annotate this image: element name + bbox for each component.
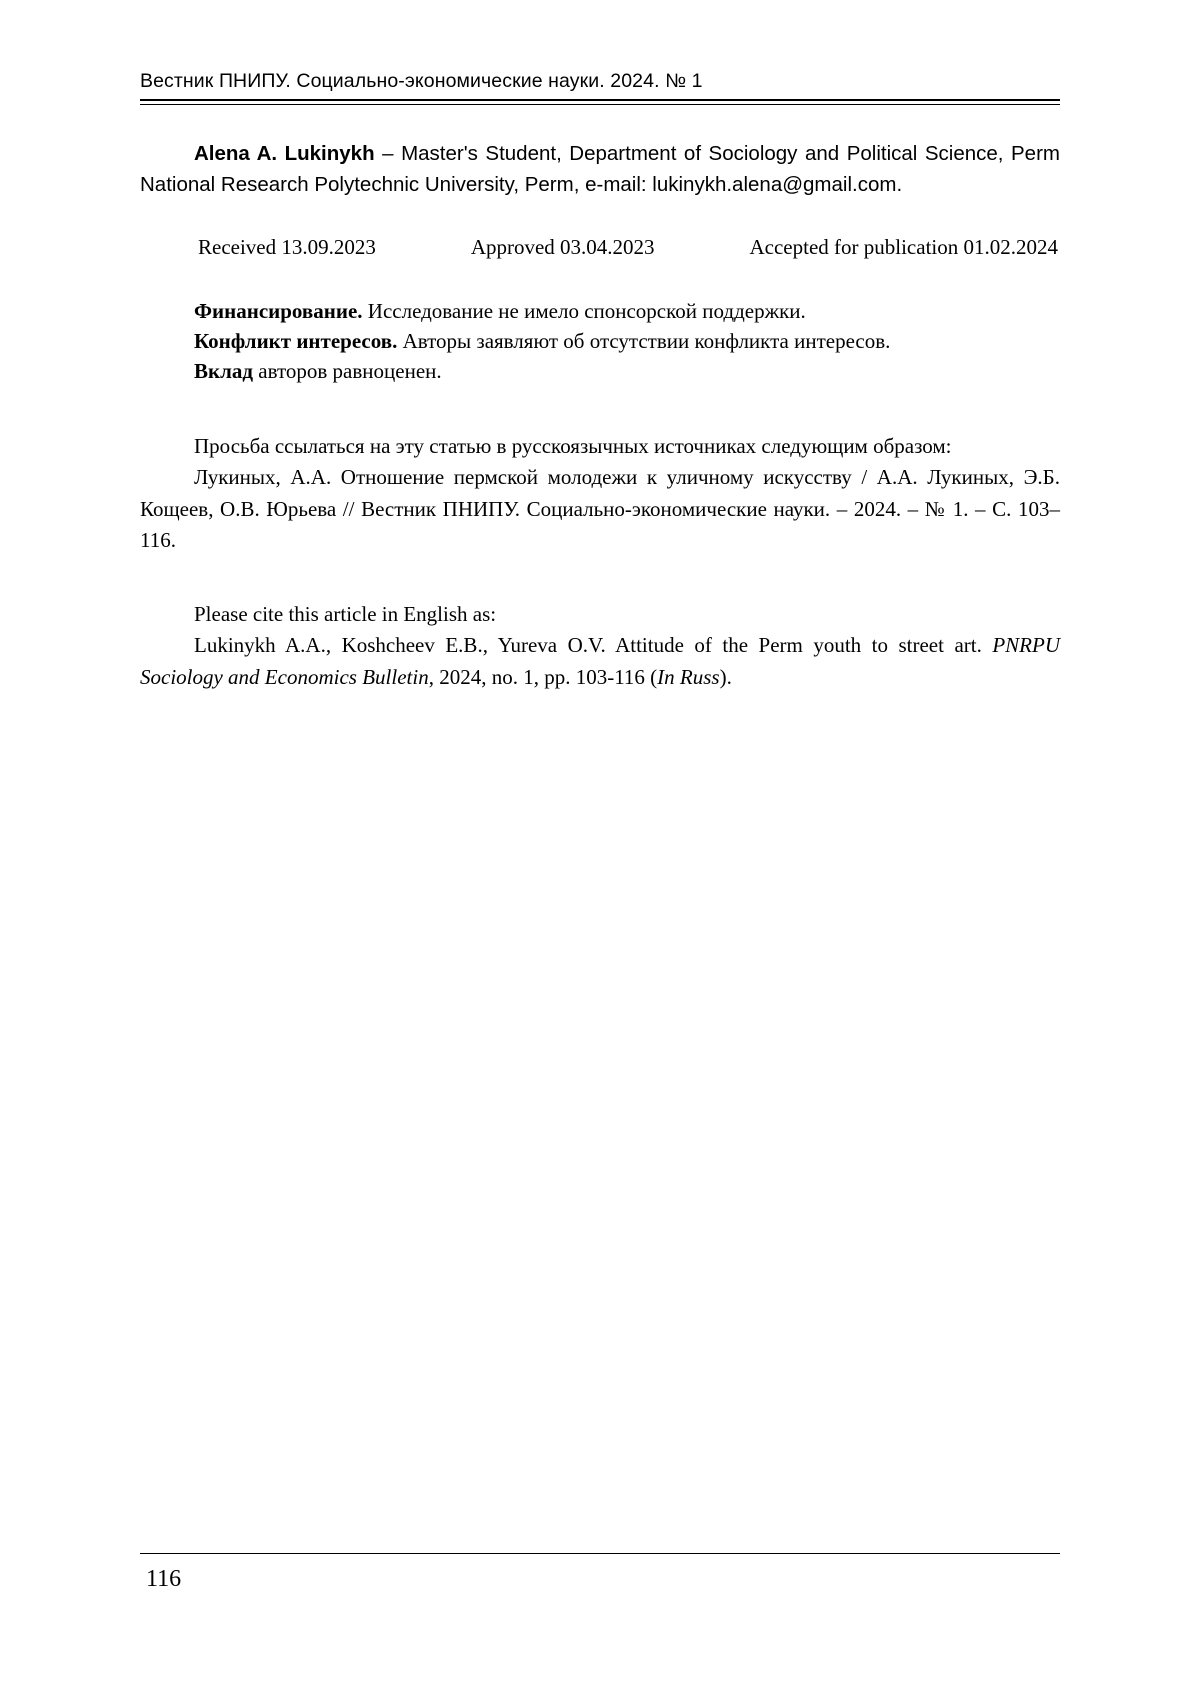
author-affiliation-note	[140, 139, 1060, 201]
article-dates	[140, 235, 1060, 260]
citation-english	[140, 599, 1060, 694]
citation-english-tail: ).	[719, 664, 732, 689]
citation-english-intro: Please cite this article in English as:	[194, 601, 497, 626]
funding-note	[140, 296, 1060, 326]
header-divider	[140, 99, 1060, 105]
author-name: Alena A. Lukinykh	[194, 142, 375, 165]
page-content	[140, 70, 1060, 693]
contribution-text: авторов равноценен.	[253, 359, 442, 384]
citation-english-journal: PNRPU Sociology and Economics Bulletin	[140, 633, 1060, 689]
citation-english-issue: , 2024, no. 1, pp. 103-116 (	[428, 664, 658, 689]
citation-russian-body: Лукиных, А.А. Отношение пермской молодежи к уличному искусству / А.А. Лукиных, Э.Б. Кощеев, О.В. Юрьева // Вестник ПНИПУ. Социально-экономические науки. – 2024. – № 1. – С. 103–116.	[140, 465, 1060, 553]
footer-divider	[140, 1553, 1060, 1554]
citation-russian-intro: Просьба ссылаться на эту статью в русскоязычных источниках следующим образом:	[194, 433, 952, 458]
date-received: Received 13.09.2023	[198, 234, 376, 259]
page-number: 116	[146, 1566, 182, 1592]
running-head: Вестник ПНИПУ. Социально-экономические науки. 2024. № 1	[140, 70, 703, 92]
author-affiliation-text: – Master's Student, Department of Sociology and Political Science, Perm National Research Polytechnic University, Perm, e-mail: lukinykh.alena@gmail.com.	[140, 142, 1060, 196]
contribution-label: Вклад	[194, 359, 254, 384]
date-approved: Approved 03.04.2023	[470, 234, 655, 259]
date-accepted: Accepted for publication 01.02.2024	[749, 234, 1058, 259]
conflict-note	[140, 326, 1060, 356]
funding-text: Исследование не имело спонсорской поддержки.	[362, 298, 806, 323]
citation-english-inruss: In Russ	[657, 664, 720, 689]
article-notes	[140, 296, 1060, 387]
contribution-note	[140, 356, 1060, 386]
citation-russian	[140, 431, 1060, 557]
citation-english-body	[140, 630, 1060, 693]
citation-english-authors: Lukinykh A.A., Koshcheev E.B., Yureva O.V. Attitude of the Perm youth to street art.	[194, 633, 993, 658]
conflict-label: Конфликт интересов.	[194, 328, 398, 353]
conflict-text: Авторы заявляют об отсутствии конфликта интересов.	[397, 328, 891, 353]
funding-label: Финансирование.	[194, 298, 363, 323]
